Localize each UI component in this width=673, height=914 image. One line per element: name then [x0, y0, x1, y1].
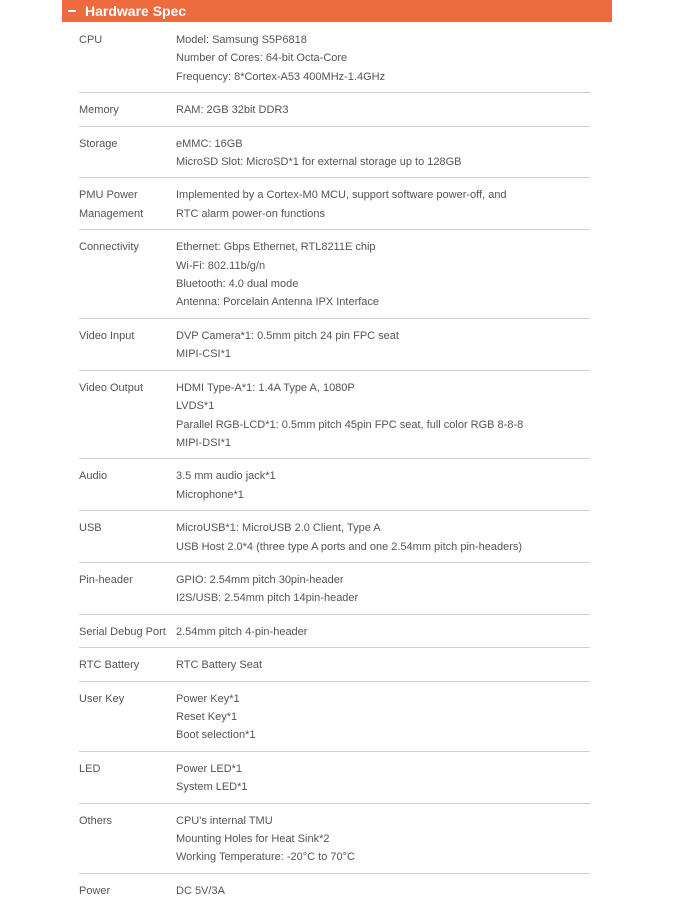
spec-label-line: LED [79, 762, 101, 775]
spec-row [79, 186, 590, 230]
spec-row [79, 467, 590, 511]
spec-values [176, 623, 590, 641]
spec-value-line: System LED*1 [176, 781, 248, 794]
spec-values [176, 812, 590, 867]
spec-label [79, 467, 176, 504]
spec-row [79, 882, 590, 906]
spec-label [79, 760, 176, 797]
spec-label-line: PMU Power [79, 189, 138, 202]
spec-label-line: Storage [79, 137, 118, 150]
section-header[interactable] [62, 0, 612, 22]
spec-label-line: Management [79, 207, 144, 220]
spec-values [176, 379, 590, 453]
spec-value-line: Reset Key*1 [176, 710, 238, 723]
spec-label [79, 379, 176, 453]
spec-label [79, 327, 176, 364]
spec-value-line: eMMC: 16GB [176, 137, 243, 150]
spec-label [79, 882, 176, 900]
spec-values [176, 101, 590, 119]
spec-values [176, 238, 590, 312]
spec-label [79, 101, 176, 119]
spec-row [79, 812, 590, 874]
spec-label [79, 690, 176, 745]
spec-row [79, 379, 590, 460]
spec-value-line: Bluetooth: 4.0 dual mode [176, 278, 299, 291]
spec-row [79, 623, 590, 648]
spec-label [79, 238, 176, 312]
section-title: Hardware Spec [85, 3, 187, 19]
spec-value-line: MicroUSB*1: MicroUSB 2.0 Client, Type A [176, 522, 381, 535]
spec-label [79, 135, 176, 172]
hardware-spec-panel [62, 0, 612, 914]
spec-value-line: GPIO: 2.54mm pitch 30pin-header [176, 573, 344, 586]
spec-label [79, 656, 176, 674]
spec-value-line: Wi-Fi: 802.11b/g/n [176, 259, 266, 272]
spec-value-line: Frequency: 8*Cortex-A53 400MHz-1.4GHz [176, 70, 386, 83]
spec-value-line: Microphone*1 [176, 488, 244, 501]
spec-label [79, 812, 176, 867]
spec-label-line: Video Output [79, 381, 144, 394]
spec-value-line: MIPI-DSI*1 [176, 436, 232, 449]
spec-values [176, 656, 590, 674]
spec-label-line: User Key [79, 692, 125, 705]
spec-value-line: USB Host 2.0*4 (three type A ports and one 2.54mm pitch pin-headers) [176, 540, 523, 553]
spec-value-line: DVP Camera*1: 0.5mm pitch 24 pin FPC seat [176, 329, 399, 342]
spec-value-line: I2S/USB: 2.54mm pitch 14pin-header [176, 592, 359, 605]
spec-value-line: RAM: 2GB 32bit DDR3 [176, 104, 289, 117]
spec-value-line: MicroSD Slot: MicroSD*1 for external storage up to 128GB [176, 156, 462, 169]
spec-label-line: RTC Battery [79, 659, 140, 672]
spec-value-line: Implemented by a Cortex-M0 MCU, support software power-off, and [176, 189, 507, 202]
minus-icon[interactable] [68, 10, 76, 12]
spec-value-line: Parallel RGB-LCD*1: 0.5mm pitch 45pin FPC seat, full color RGB 8-8-8 [176, 418, 524, 431]
spec-values [176, 690, 590, 745]
spec-row [79, 135, 590, 179]
spec-values [176, 327, 590, 364]
spec-value-line: DC 5V/3A [176, 884, 225, 897]
spec-label-line: Pin-header [79, 573, 133, 586]
spec-value-line: LVDS*1 [176, 400, 215, 413]
spec-row [79, 327, 590, 371]
spec-row [79, 760, 590, 804]
spec-value-line: HDMI Type-A*1: 1.4A Type A, 1080P [176, 381, 355, 394]
spec-table [79, 31, 590, 906]
spec-value-line: Working Temperature: -20°C to 70°C [176, 851, 355, 864]
spec-values [176, 882, 590, 900]
spec-value-line: RTC alarm power-on functions [176, 207, 325, 220]
spec-value-line: MIPI-CSI*1 [176, 348, 232, 361]
spec-row [79, 238, 590, 319]
spec-value-line: Power Key*1 [176, 692, 240, 705]
spec-label [79, 31, 176, 86]
spec-value-line: Mounting Holes for Heat Sink*2 [176, 833, 330, 845]
spec-row [79, 656, 590, 681]
spec-values [176, 186, 590, 223]
spec-value-line: Model: Samsung S5P6818 [176, 34, 307, 46]
spec-values [176, 31, 590, 86]
spec-value-line: Ethernet: Gbps Ethernet, RTL8211E chip [176, 241, 376, 254]
spec-label [79, 623, 176, 641]
spec-label-line: Video Input [79, 329, 135, 342]
spec-label-line: Audio [79, 470, 108, 483]
spec-values [176, 519, 590, 556]
spec-value-line: RTC Battery Seat [176, 659, 262, 672]
spec-values [176, 571, 590, 608]
spec-value-line: 3.5 mm audio jack*1 [176, 470, 276, 483]
spec-value-line: Number of Cores: 64-bit Octa-Core [176, 52, 348, 65]
spec-value-line: Boot selection*1 [176, 729, 256, 742]
spec-value-line: Antenna: Porcelain Antenna IPX Interface [176, 296, 380, 309]
spec-values [176, 135, 590, 172]
spec-row [79, 101, 590, 126]
spec-value-line: CPU's internal TMU [176, 814, 273, 827]
spec-label [79, 571, 176, 608]
spec-label-line: USB [79, 522, 102, 535]
spec-row [79, 690, 590, 752]
spec-row [79, 571, 590, 615]
spec-value-line: 2.54mm pitch 4-pin-header [176, 625, 308, 638]
spec-label-line: Others [79, 814, 113, 827]
spec-values [176, 760, 590, 797]
spec-row [79, 31, 590, 93]
spec-label-line: Memory [79, 104, 119, 117]
spec-label [79, 519, 176, 556]
spec-label-line: Power [79, 884, 111, 897]
spec-row [79, 519, 590, 563]
spec-label-line: CPU [79, 34, 103, 46]
spec-label-line: Serial Debug Port [79, 625, 166, 638]
spec-values [176, 467, 590, 504]
spec-label-line: Connectivity [79, 241, 139, 254]
spec-label [79, 186, 176, 223]
spec-value-line: Power LED*1 [176, 762, 243, 775]
